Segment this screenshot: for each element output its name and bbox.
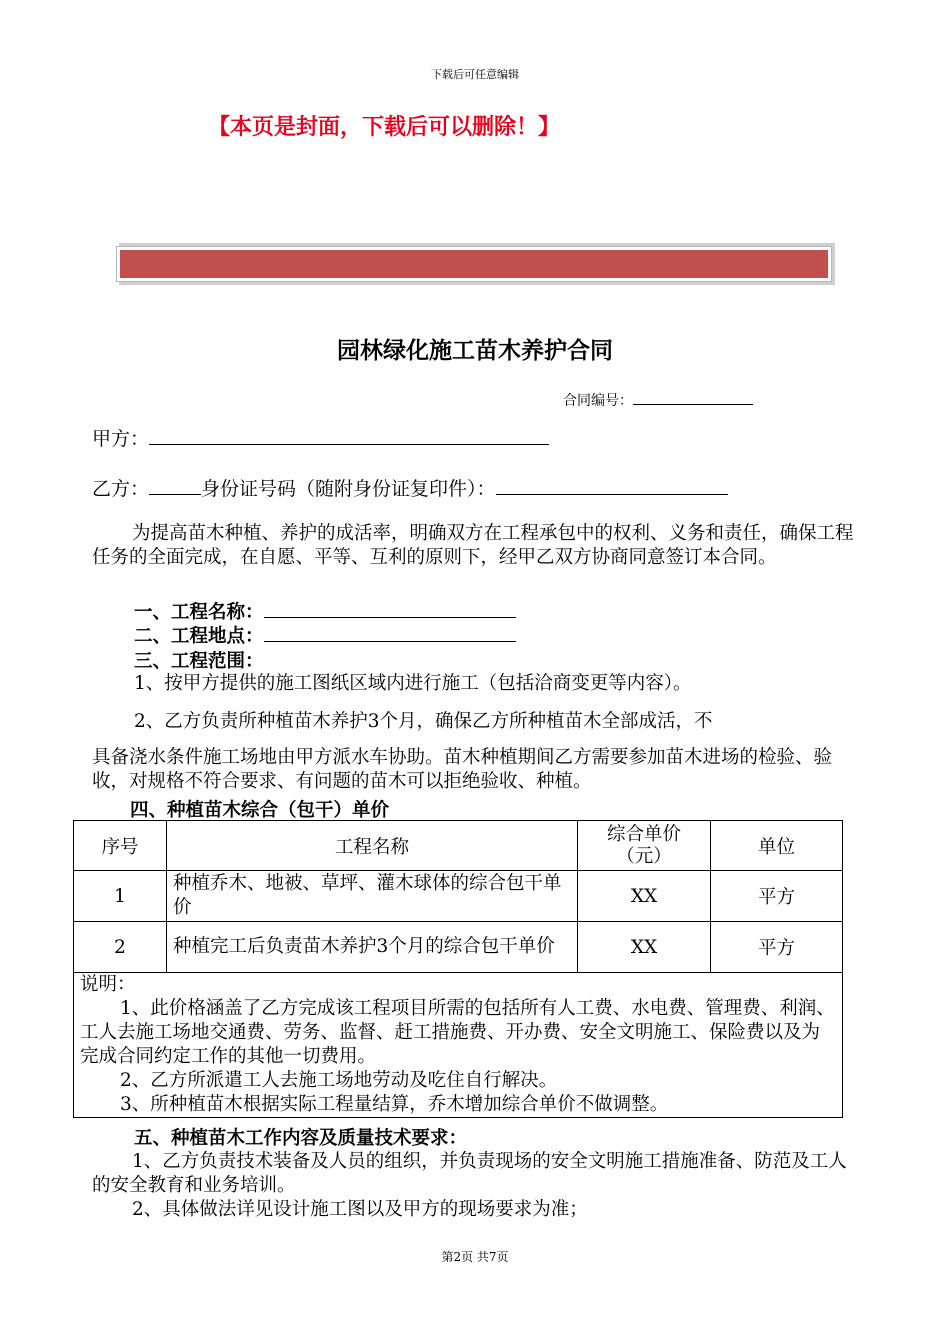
project-name-blank[interactable] xyxy=(264,617,516,618)
contract-number xyxy=(563,390,753,410)
page-footer: 第2页 共7页 xyxy=(441,1250,509,1264)
document-title: 园林绿化施工苗木养护合同 xyxy=(337,338,613,364)
scope-item-2-rest: 具备浇水条件施工场地由甲方派水车协助。苗木种植期间乙方需要参加苗木进场的检验、验收，对规格不符合要求、有问题的苗木可以拒绝验收、种植。 xyxy=(92,747,833,792)
table-header-cell: 单位 xyxy=(711,821,843,871)
section-unit-price: 四、种植苗木综合（包干）单价 xyxy=(130,800,390,821)
cover-notice: 【本页是封面，下载后可以删除！】 xyxy=(208,115,561,140)
party-b-name-blank[interactable] xyxy=(149,494,201,495)
table-row xyxy=(74,922,843,973)
table-header-cell: 综合单价（元） xyxy=(578,821,711,871)
note-item-3: 3、所种植苗木根据实际工程量结算，乔木增加综合单价不做调整。 xyxy=(120,1094,669,1115)
unit-price-table xyxy=(73,820,843,1118)
section-project-name-label: 一、工程名称： xyxy=(134,602,264,623)
header-note: 下载后可任意编辑 xyxy=(431,68,519,81)
table-header-cell: 工程名称 xyxy=(167,821,578,871)
section-project-location-label: 二、工程地点： xyxy=(134,626,264,647)
table-row xyxy=(74,871,843,922)
section-project-name xyxy=(134,598,516,624)
decorative-banner xyxy=(116,246,832,282)
scope-item-2-line: 2、乙方负责所种植苗木养护3个月，确保乙方所种植苗木全部成活，不 xyxy=(134,711,713,732)
party-b-label: 乙方： xyxy=(92,478,150,500)
section-work-requirements: 五、种植苗木工作内容及质量技术要求： xyxy=(134,1128,468,1149)
contract-number-label: 合同编号： xyxy=(563,393,633,409)
row-price: XX xyxy=(578,922,711,973)
row-unit: 平方 xyxy=(711,871,843,922)
table-header-cell: 序号 xyxy=(74,821,167,871)
scope-item-1: 1、按甲方提供的施工图纸区域内进行施工（包括洽商变更等内容）。 xyxy=(134,673,692,694)
section-project-scope: 三、工程范围： xyxy=(134,651,264,672)
note-item-2: 2、乙方所派遣工人去施工场地劳动及吃住自行解决。 xyxy=(120,1070,558,1091)
row-number: 2 xyxy=(74,922,167,973)
project-location-blank[interactable] xyxy=(264,641,516,642)
table-header-row xyxy=(74,821,843,871)
row-price: XX xyxy=(578,871,711,922)
requirement-item-1: 1、乙方负责技术装备及人员的组织，并负责现场的安全文明施工措施准备、防范及工人的安全教育和业务培训。 xyxy=(92,1151,847,1196)
party-b xyxy=(92,474,728,501)
row-item-name: 种植完工后负责苗木养护3个月的综合包干单价 xyxy=(167,922,578,973)
banner-fill xyxy=(120,250,828,278)
contract-number-blank[interactable] xyxy=(633,404,753,405)
note-title: 说明： xyxy=(80,974,136,995)
table-note-row xyxy=(74,973,843,1118)
section-project-location xyxy=(134,622,516,648)
intro-paragraph: 为提高苗木种植、养护的成活率，明确双方在工程承包中的权利、义务和责任，确保工程任务的全面完成，在自愿、平等、互利的原则下，经甲乙双方协商同意签订本合同。 xyxy=(92,523,854,568)
party-a-label: 甲方： xyxy=(92,428,150,450)
table-note xyxy=(74,973,843,1118)
party-b-id-label: 身份证号码（随附身份证复印件）： xyxy=(201,478,496,500)
row-unit: 平方 xyxy=(711,922,843,973)
note-item-1: 1、此价格涵盖了乙方完成该工程项目所需的包括所有人工费、水电费、管理费、利润、工人去施工场地交通费、劳务、监督、赶工措施费、开办费、安全文明施工、保险费以及为完成合同约定工作的其他一切费用。 xyxy=(80,998,835,1067)
row-item-name: 种植乔木、地被、草坪、灌木球体的综合包干单价 xyxy=(167,871,578,922)
party-b-id-blank[interactable] xyxy=(496,494,728,495)
party-a-blank[interactable] xyxy=(149,444,549,445)
party-a xyxy=(92,424,549,451)
row-number: 1 xyxy=(74,871,167,922)
requirement-item-2: 2、具体做法详见设计施工图以及甲方的现场要求为准； xyxy=(132,1199,588,1220)
